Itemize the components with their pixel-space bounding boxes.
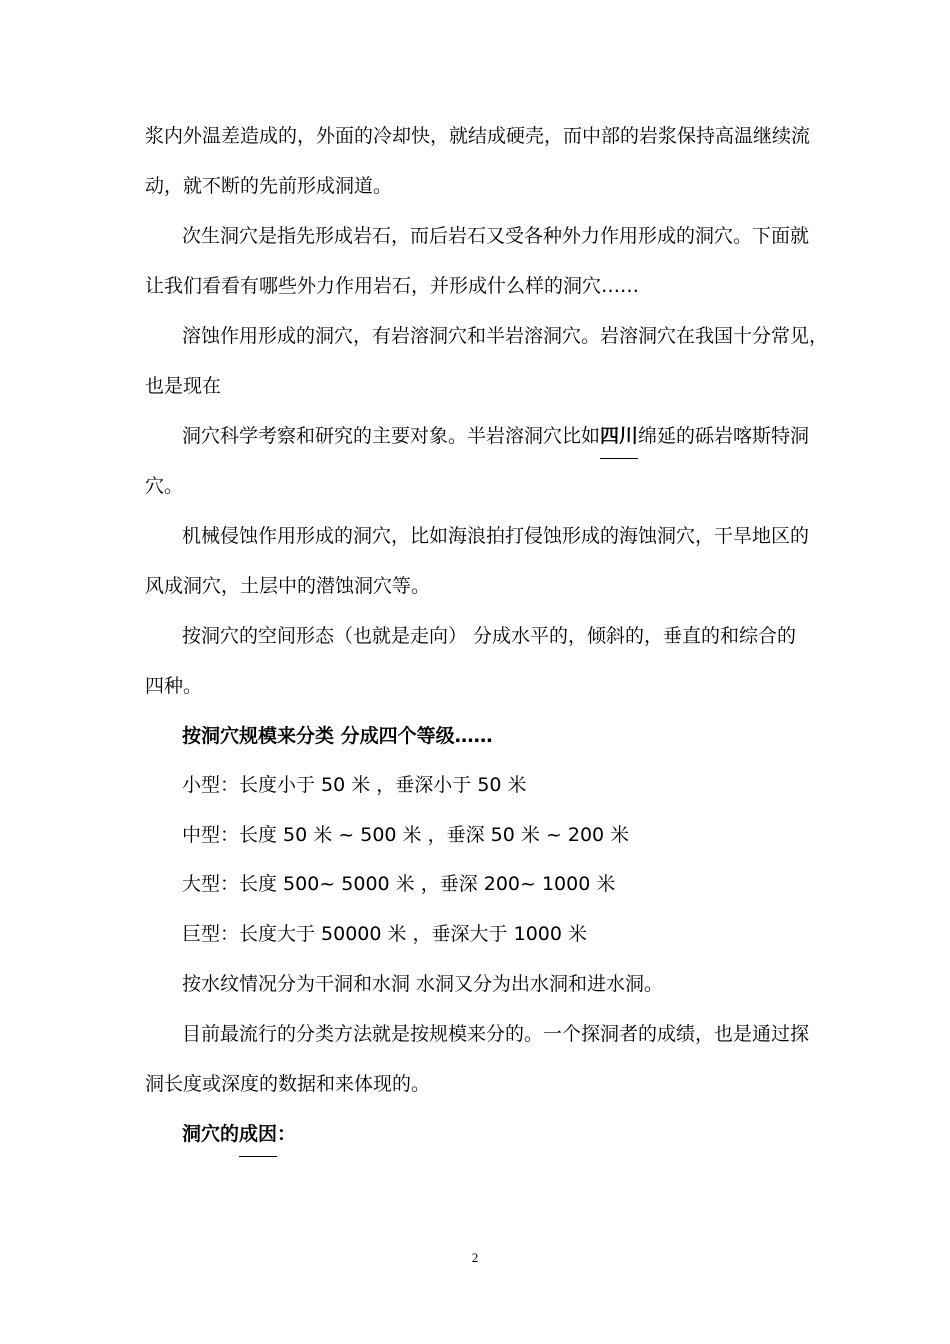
- text-span: 洞穴的: [182, 1123, 240, 1145]
- paragraph-line: 动，就不断的先前形成洞道。: [145, 175, 393, 197]
- text-span: 洞穴科学考察和研究的主要对象。半岩溶洞穴比如: [182, 425, 601, 447]
- paragraph-line: 溶蚀作用形成的洞穴，有岩溶洞穴和半岩溶洞穴。岩溶洞穴在我国十分常见，: [182, 325, 829, 347]
- paragraph-line: [182, 421, 832, 451]
- paragraph-line: 次生洞穴是指先形成岩石，而后岩石又受各种外力作用形成的洞穴。下面就: [182, 225, 810, 247]
- text-span: ：: [277, 1123, 297, 1145]
- text-span: 绵延的砾岩喀斯特洞: [638, 425, 810, 447]
- paragraph-line: 机械侵蚀作用形成的洞穴，比如海浪拍打侵蚀形成的海蚀洞穴，干旱地区的: [182, 525, 810, 547]
- paragraph-line: 也是现在: [145, 375, 222, 397]
- link-sichuan[interactable]: 四川: [600, 421, 638, 451]
- paragraph-line: 穴。: [145, 475, 184, 497]
- size-item-medium: 中型：长度 50 米 ~ 500 米 ，垂深 50 米 ~ 200 米: [182, 824, 630, 846]
- paragraph-line: 风成洞穴，土层中的潜蚀洞穴等。: [145, 575, 431, 597]
- section-heading: [182, 1119, 832, 1149]
- page-number: 2: [471, 1250, 479, 1265]
- size-item-large: 大型：长度 500~ 5000 米 ，垂深 200~ 1000 米: [182, 873, 616, 895]
- section-heading: 按洞穴规模来分类 分成四个等级……: [182, 725, 493, 747]
- paragraph-line: 浆内外温差造成的，外面的冷却快，就结成硬壳，而中部的岩浆保持高温继续流: [145, 125, 811, 147]
- paragraph-line: 目前最流行的分类方法就是按规模来分的。一个探洞者的成绩，也是通过探: [182, 1023, 810, 1045]
- paragraph-line: 洞长度或深度的数据和来体现的。: [145, 1073, 431, 1095]
- size-item-small: 小型：长度小于 50 米 ，垂深小于 50 米: [182, 774, 527, 796]
- paragraph-line: 四种。: [145, 675, 203, 697]
- paragraph-line: 让我们看看有哪些外力作用岩石，并形成什么样的洞穴……: [145, 275, 640, 297]
- paragraph-line: 按水纹情况分为干洞和水洞 水洞又分为出水洞和进水洞。: [182, 973, 664, 995]
- link-chengyin[interactable]: 成因: [239, 1119, 277, 1149]
- paragraph-line: 按洞穴的空间形态（也就是走向） 分成水平的，倾斜的，垂直的和综合的: [182, 625, 797, 647]
- size-item-huge: 巨型：长度大于 50000 米 ，垂深大于 1000 米: [182, 923, 587, 945]
